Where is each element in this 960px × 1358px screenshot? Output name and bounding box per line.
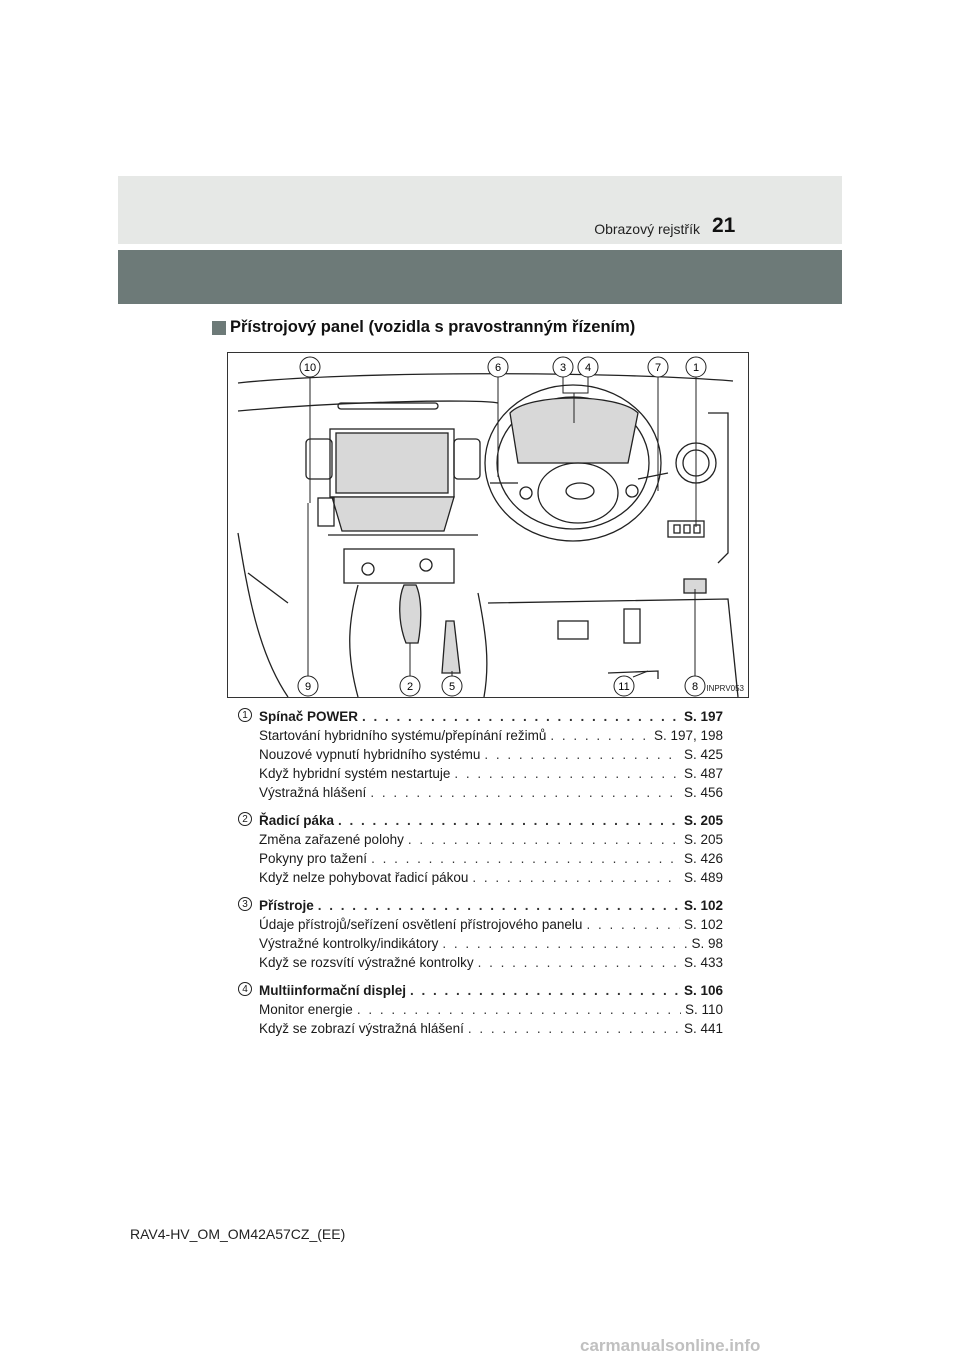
callout-1: 1 <box>692 362 700 374</box>
index-entry <box>238 896 723 972</box>
sub-page[interactable]: S. 197, 198 <box>653 728 723 743</box>
dashboard-drawing <box>228 353 748 697</box>
sub-text: Nouzové vypnutí hybridního systému <box>259 747 481 762</box>
sub-page[interactable]: S. 425 <box>683 747 723 762</box>
entry-sub-row <box>259 830 723 849</box>
page-number: 21 <box>712 214 736 237</box>
entry-title: Spínač POWER <box>259 709 359 724</box>
sub-text: Monitor energie <box>259 1002 353 1017</box>
sub-text: Změna zařazené polohy <box>259 832 404 847</box>
entry-number: 2 <box>238 812 252 826</box>
figure-code: INPRV053 <box>706 684 744 693</box>
document-code: RAV4-HV_OM_OM42A57CZ_(EE) <box>130 1226 346 1242</box>
entry-number: 4 <box>238 982 252 996</box>
sub-page[interactable]: S. 205 <box>683 832 723 847</box>
sub-text: Když nelze pohybovat řadicí pákou <box>259 870 469 885</box>
sub-page[interactable]: S. 441 <box>683 1021 723 1036</box>
section-heading <box>212 318 635 337</box>
entry-sub-row <box>259 934 723 953</box>
sub-page[interactable]: S. 102 <box>683 917 723 932</box>
dashboard-illustration <box>227 352 749 698</box>
callout-2: 2 <box>406 681 414 693</box>
callout-3: 3 <box>559 362 567 374</box>
sub-text: Údaje přístrojů/seřízení osvětlení přístrojového panelu <box>259 917 583 932</box>
section-heading-text: Přístrojový panel (vozidla s pravostranným řízením) <box>230 318 636 336</box>
entry-sub-row <box>259 764 723 783</box>
entry-title: Řadicí páka <box>259 813 335 828</box>
index-entries <box>238 707 723 1047</box>
entry-sub-row <box>259 783 723 802</box>
callout-6: 6 <box>494 362 502 374</box>
callout-10: 10 <box>303 362 317 374</box>
entry-number: 3 <box>238 897 252 911</box>
entry-sub-row <box>259 915 723 934</box>
entry-title: Přístroje <box>259 898 314 913</box>
index-entry <box>238 811 723 887</box>
sub-text: Když se zobrazí výstražná hlášení <box>259 1021 464 1036</box>
entry-page[interactable]: S. 106 <box>683 983 723 998</box>
entry-main-row <box>259 981 723 1000</box>
entry-sub-row <box>259 1000 723 1019</box>
sub-text: Výstražné kontrolky/indikátory <box>259 936 439 951</box>
section-band <box>118 250 842 304</box>
sub-page[interactable]: S. 433 <box>683 955 723 970</box>
index-entry <box>238 981 723 1038</box>
entry-page[interactable]: S. 205 <box>683 813 723 828</box>
sub-page[interactable]: S. 110 <box>684 1002 723 1017</box>
entry-sub-row <box>259 953 723 972</box>
entry-sub-row <box>259 745 723 764</box>
entry-page[interactable]: S. 102 <box>683 898 723 913</box>
callout-11: 11 <box>618 681 630 693</box>
callout-top-group <box>300 357 706 377</box>
callout-4: 4 <box>584 362 592 374</box>
index-entry <box>238 707 723 802</box>
entry-sub-row <box>259 868 723 887</box>
sub-text: Když hybridní systém nestartuje <box>259 766 451 781</box>
entry-number: 1 <box>238 708 252 722</box>
heading-square-icon <box>212 321 226 335</box>
entry-main-row <box>259 896 723 915</box>
sub-text: Když se rozsvítí výstražné kontrolky <box>259 955 474 970</box>
watermark: carmanualsonline.info <box>580 1336 761 1355</box>
sub-text: Startování hybridního systému/přepínání režimů <box>259 728 547 743</box>
sub-page[interactable]: S. 456 <box>683 785 723 800</box>
entry-title: Multiinformační displej <box>259 983 407 998</box>
sub-page[interactable]: S. 98 <box>691 936 723 951</box>
callout-9: 9 <box>304 681 312 693</box>
header-title: Obrazový rejstřík <box>594 221 700 237</box>
sub-page[interactable]: S. 487 <box>683 766 723 781</box>
entry-sub-row <box>259 726 723 745</box>
entry-sub-row <box>259 1019 723 1038</box>
sub-page[interactable]: S. 489 <box>683 870 723 885</box>
callout-8: 8 <box>691 681 699 693</box>
entry-main-row <box>259 707 723 726</box>
sub-text: Pokyny pro tažení <box>259 851 368 866</box>
callout-5: 5 <box>448 681 456 693</box>
entry-page[interactable]: S. 197 <box>683 709 723 724</box>
callout-7: 7 <box>654 362 662 374</box>
sub-text: Výstražná hlášení <box>259 785 367 800</box>
callout-bottom-group <box>298 676 705 696</box>
entry-main-row <box>259 811 723 830</box>
sub-page[interactable]: S. 426 <box>683 851 723 866</box>
entry-sub-row <box>259 849 723 868</box>
